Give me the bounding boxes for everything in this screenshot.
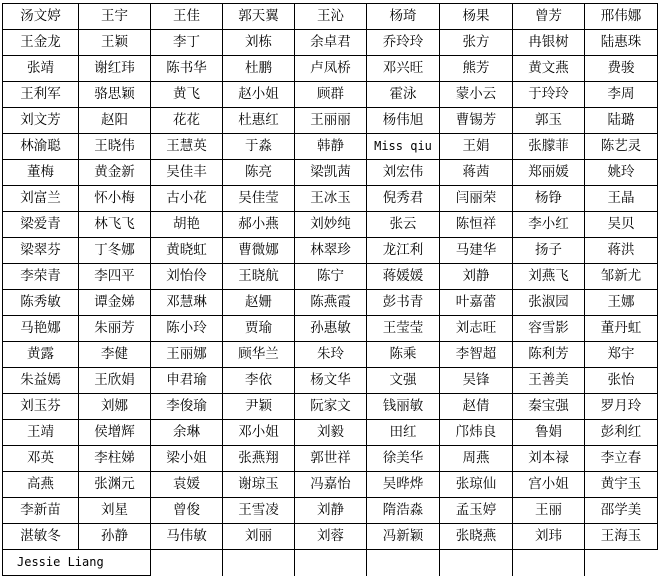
table-row	[3, 212, 658, 238]
name-cell: 朱益嫣	[3, 368, 79, 394]
name-cell: 郭世祥	[295, 446, 367, 472]
table-row	[3, 56, 658, 82]
name-cell: 李智超	[440, 342, 513, 368]
empty-cell	[151, 550, 223, 576]
name-cell: 扬子	[513, 238, 585, 264]
name-cell: 王雪凌	[223, 498, 295, 524]
name-cell: Miss qiu	[367, 134, 440, 160]
empty-cell	[513, 550, 585, 576]
name-cell: 杨果	[440, 4, 513, 30]
name-cell: 阮家文	[295, 394, 367, 420]
name-cell: 谢红玮	[79, 56, 151, 82]
name-cell: 李周	[585, 82, 658, 108]
name-cell: 李立春	[585, 446, 658, 472]
name-cell: 李柱娣	[79, 446, 151, 472]
empty-cell	[585, 550, 658, 576]
name-cell: 郑丽媛	[513, 160, 585, 186]
name-cell: 王丽	[513, 498, 585, 524]
name-cell: 王宇	[79, 4, 151, 30]
name-cell: 倪秀君	[367, 186, 440, 212]
name-cell: 杨文华	[295, 368, 367, 394]
empty-cell	[367, 550, 440, 576]
name-cell: 怀小梅	[79, 186, 151, 212]
name-cell: 陈宁	[295, 264, 367, 290]
name-cell: 杨伟旭	[367, 108, 440, 134]
table-row	[3, 4, 658, 30]
name-cell: 王欣娟	[79, 368, 151, 394]
name-cell: 张云	[367, 212, 440, 238]
name-cell: 邢伟娜	[585, 4, 658, 30]
name-cell: 孙惠敏	[295, 316, 367, 342]
name-cell: 刘富兰	[3, 186, 79, 212]
name-cell: 韩静	[295, 134, 367, 160]
name-cell: 王莹莹	[367, 316, 440, 342]
name-cell: 陈恒祥	[440, 212, 513, 238]
table-row	[3, 290, 658, 316]
name-cell: 刘娜	[79, 394, 151, 420]
name-cell: 刘本禄	[513, 446, 585, 472]
table-row	[3, 524, 658, 550]
name-cell: 李小红	[513, 212, 585, 238]
name-cell: 黄露	[3, 342, 79, 368]
table-row	[3, 134, 658, 160]
name-cell: 邓英	[3, 446, 79, 472]
name-cell: 刘栋	[223, 30, 295, 56]
name-cell: 刘毅	[295, 420, 367, 446]
table-row	[3, 420, 658, 446]
name-cell: 卢凤桥	[295, 56, 367, 82]
table-row	[3, 498, 658, 524]
name-cell: 宫小姐	[513, 472, 585, 498]
name-cell: 钱丽敏	[367, 394, 440, 420]
name-cell: 王沁	[295, 4, 367, 30]
name-cell: 侯增辉	[79, 420, 151, 446]
name-cell: 赵姗	[223, 290, 295, 316]
name-cell: 林飞飞	[79, 212, 151, 238]
name-cell: 邝炜良	[440, 420, 513, 446]
name-cell: 梁小姐	[151, 446, 223, 472]
name-cell: 张怡	[585, 368, 658, 394]
name-cell: 刘怡伶	[151, 264, 223, 290]
name-cell: 叶嘉蕾	[440, 290, 513, 316]
table-row	[3, 394, 658, 420]
name-cell: 赵阳	[79, 108, 151, 134]
name-cell: 张渊元	[79, 472, 151, 498]
name-cell: 陈燕霞	[295, 290, 367, 316]
name-cell: 董梅	[3, 160, 79, 186]
table-row	[3, 264, 658, 290]
name-cell: 王丽丽	[295, 108, 367, 134]
name-cell: 李荣青	[3, 264, 79, 290]
name-cell: 李依	[223, 368, 295, 394]
name-cell: 彭书青	[367, 290, 440, 316]
name-cell: 蒋媛媛	[367, 264, 440, 290]
name-cell: 吴贝	[585, 212, 658, 238]
empty-cell	[295, 550, 367, 576]
name-cell: 梁凯茜	[295, 160, 367, 186]
name-cell: 刘星	[79, 498, 151, 524]
name-cell: 曹锡芳	[440, 108, 513, 134]
name-cell: 陈秀敏	[3, 290, 79, 316]
name-cell: 王金龙	[3, 30, 79, 56]
name-cell: 王晶	[585, 186, 658, 212]
table-row	[3, 238, 658, 264]
name-cell: 赵小姐	[223, 82, 295, 108]
name-cell: 张燕翔	[223, 446, 295, 472]
name-cell: 张淑园	[513, 290, 585, 316]
name-cell: 陆惠珠	[585, 30, 658, 56]
name-cell: 隋浩淼	[367, 498, 440, 524]
name-cell: 陈书华	[151, 56, 223, 82]
name-cell: 邓兴旺	[367, 56, 440, 82]
name-cell: 胡艳	[151, 212, 223, 238]
name-cell: 朱丽芳	[79, 316, 151, 342]
name-cell: 郝小燕	[223, 212, 295, 238]
name-cell: 李丁	[151, 30, 223, 56]
name-cell: 熊芳	[440, 56, 513, 82]
name-cell: 马艳娜	[3, 316, 79, 342]
name-cell: 曹微娜	[223, 238, 295, 264]
table-row	[3, 82, 658, 108]
name-cell: 文强	[367, 368, 440, 394]
name-cell: 王娟	[440, 134, 513, 160]
name-cell: 黄晓虹	[151, 238, 223, 264]
name-cell: 吴佳莹	[223, 186, 295, 212]
table-row	[3, 186, 658, 212]
name-cell: 张方	[440, 30, 513, 56]
table-row	[3, 368, 658, 394]
empty-cell	[223, 550, 295, 576]
name-cell: 黄金新	[79, 160, 151, 186]
name-cell: 罗月玲	[585, 394, 658, 420]
name-cell: 邓慧琳	[151, 290, 223, 316]
table-row	[3, 316, 658, 342]
names-table-body	[3, 4, 658, 576]
name-cell: 张朦菲	[513, 134, 585, 160]
name-cell: 郭天翼	[223, 4, 295, 30]
name-cell: 刘静	[295, 498, 367, 524]
name-cell: 秦宝强	[513, 394, 585, 420]
name-cell: 陆璐	[585, 108, 658, 134]
name-cell: 邓小姐	[223, 420, 295, 446]
name-cell: 于淼	[223, 134, 295, 160]
name-cell: 余卓君	[295, 30, 367, 56]
table-row	[3, 446, 658, 472]
names-table	[2, 3, 658, 576]
name-cell: 王海玉	[585, 524, 658, 550]
name-cell: 陈乘	[367, 342, 440, 368]
name-cell: 汤文婷	[3, 4, 79, 30]
name-cell: 吴晔烨	[367, 472, 440, 498]
table-row	[3, 160, 658, 186]
name-cell: 刘蓉	[295, 524, 367, 550]
name-cell: 王冰玉	[295, 186, 367, 212]
name-cell: 黄飞	[151, 82, 223, 108]
name-cell: 余琳	[151, 420, 223, 446]
name-cell: 李俊瑜	[151, 394, 223, 420]
name-cell: 顾华兰	[223, 342, 295, 368]
name-cell: 刘文芳	[3, 108, 79, 134]
name-cell: 王靖	[3, 420, 79, 446]
name-cell: 吴锋	[440, 368, 513, 394]
name-cell: 孙静	[79, 524, 151, 550]
name-cell: 袁媛	[151, 472, 223, 498]
name-cell: 孟玉婷	[440, 498, 513, 524]
name-cell: 冯嘉怡	[295, 472, 367, 498]
table-row-last	[3, 550, 658, 576]
name-cell: 张晓燕	[440, 524, 513, 550]
name-cell: 赵倩	[440, 394, 513, 420]
empty-cell	[440, 550, 513, 576]
name-cell: 杨铮	[513, 186, 585, 212]
name-cell: 梁爱青	[3, 212, 79, 238]
name-cell: 顾群	[295, 82, 367, 108]
name-cell: 朱玲	[295, 342, 367, 368]
name-cell: 刘丽	[223, 524, 295, 550]
name-cell: 邵学美	[585, 498, 658, 524]
name-cell: 尹颖	[223, 394, 295, 420]
name-cell: 贾瑜	[223, 316, 295, 342]
table-row	[3, 30, 658, 56]
name-cell: 于玲玲	[513, 82, 585, 108]
name-cell: 冯新颖	[367, 524, 440, 550]
name-cell: 李四平	[79, 264, 151, 290]
name-cell: 刘静	[440, 264, 513, 290]
name-cell: 周燕	[440, 446, 513, 472]
name-cell: 骆思颖	[79, 82, 151, 108]
name-cell: 陈利芳	[513, 342, 585, 368]
name-cell: 王娜	[585, 290, 658, 316]
name-cell: 王佳	[151, 4, 223, 30]
name-cell: 刘玮	[513, 524, 585, 550]
name-cell: 王颖	[79, 30, 151, 56]
name-cell: 张琼仙	[440, 472, 513, 498]
name-cell: 姚玲	[585, 160, 658, 186]
name-cell: 李健	[79, 342, 151, 368]
name-cell: 丁冬娜	[79, 238, 151, 264]
name-cell: 王利军	[3, 82, 79, 108]
name-cell: 王晓航	[223, 264, 295, 290]
name-cell: 闫丽荣	[440, 186, 513, 212]
name-cell: 陈艺灵	[585, 134, 658, 160]
name-cell: 花花	[151, 108, 223, 134]
name-cell: 谢琼玉	[223, 472, 295, 498]
name-cell: 张靖	[3, 56, 79, 82]
name-cell: 容雪影	[513, 316, 585, 342]
name-cell: 冉银树	[513, 30, 585, 56]
name-cell: 郑宇	[585, 342, 658, 368]
name-cell: 王晓伟	[79, 134, 151, 160]
name-cell: 杜鹏	[223, 56, 295, 82]
name-cell: 郭玉	[513, 108, 585, 134]
name-cell: Jessie Liang	[3, 550, 151, 576]
name-cell: 鲁娟	[513, 420, 585, 446]
name-cell: 曾芳	[513, 4, 585, 30]
name-cell: 李新苗	[3, 498, 79, 524]
name-cell: 申君瑜	[151, 368, 223, 394]
name-cell: 王慧英	[151, 134, 223, 160]
table-row	[3, 342, 658, 368]
name-cell: 刘志旺	[440, 316, 513, 342]
name-cell: 乔玲玲	[367, 30, 440, 56]
name-cell: 高燕	[3, 472, 79, 498]
name-cell: 刘玉芬	[3, 394, 79, 420]
name-cell: 邹新尤	[585, 264, 658, 290]
name-cell: 刘妙纯	[295, 212, 367, 238]
name-cell: 田红	[367, 420, 440, 446]
name-cell: 龙江利	[367, 238, 440, 264]
name-cell: 彭利红	[585, 420, 658, 446]
name-cell: 谭金娣	[79, 290, 151, 316]
name-cell: 徐美华	[367, 446, 440, 472]
name-cell: 林渝聪	[3, 134, 79, 160]
name-cell: 湛敏冬	[3, 524, 79, 550]
name-cell: 霍泳	[367, 82, 440, 108]
name-cell: 古小花	[151, 186, 223, 212]
name-cell: 梁翠芬	[3, 238, 79, 264]
name-cell: 马伟敏	[151, 524, 223, 550]
name-cell: 董丹虹	[585, 316, 658, 342]
name-cell: 杨琦	[367, 4, 440, 30]
name-cell: 黄宇玉	[585, 472, 658, 498]
name-cell: 林翠珍	[295, 238, 367, 264]
name-cell: 蒋洪	[585, 238, 658, 264]
table-row	[3, 472, 658, 498]
name-cell: 杜惠红	[223, 108, 295, 134]
name-cell: 马建华	[440, 238, 513, 264]
name-cell: 王善美	[513, 368, 585, 394]
name-cell: 刘宏伟	[367, 160, 440, 186]
name-cell: 陈小玲	[151, 316, 223, 342]
name-cell: 蒋茜	[440, 160, 513, 186]
name-cell: 刘燕飞	[513, 264, 585, 290]
name-cell: 王丽娜	[151, 342, 223, 368]
table-row	[3, 108, 658, 134]
name-cell: 曾俊	[151, 498, 223, 524]
name-cell: 费骏	[585, 56, 658, 82]
name-cell: 陈亮	[223, 160, 295, 186]
name-cell: 蒙小云	[440, 82, 513, 108]
name-cell: 黄文燕	[513, 56, 585, 82]
name-cell: 吴佳丰	[151, 160, 223, 186]
